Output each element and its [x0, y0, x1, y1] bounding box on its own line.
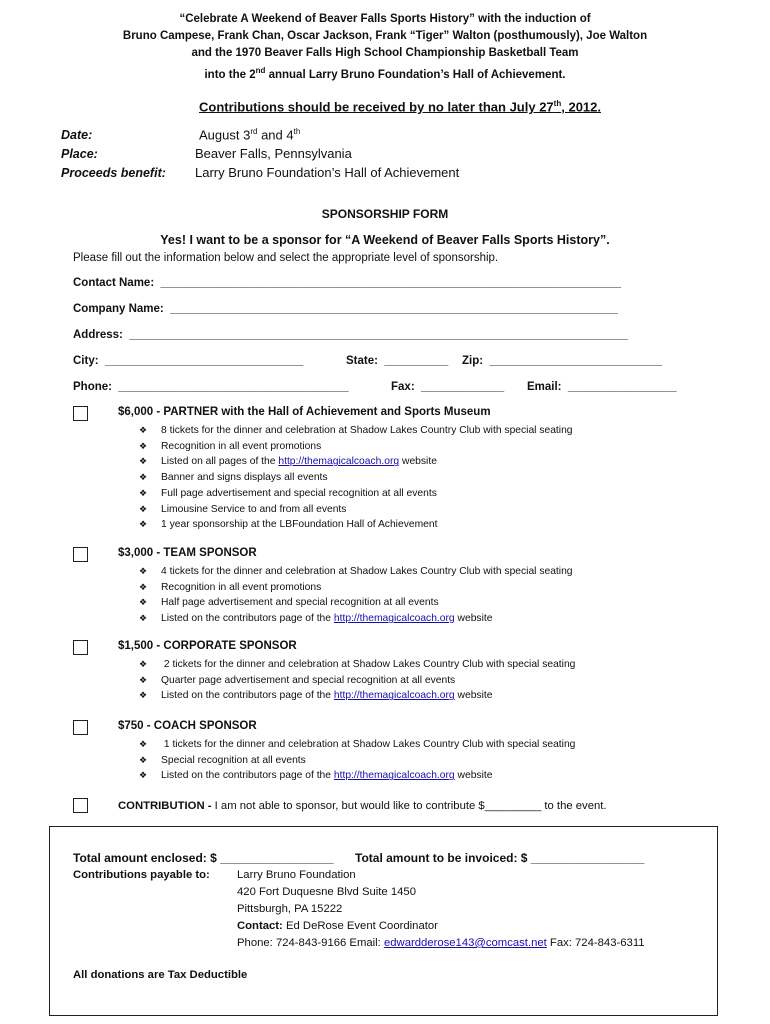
bullet-text: Banner and signs displays all events	[161, 472, 328, 484]
website-link[interactable]: http://themagicalcoach.org	[333, 690, 455, 702]
date-sup-1: rd	[250, 127, 258, 136]
bullet-text: 2 tickets for the dinner and celebration at Shadow Lakes Country Club with special seating	[161, 659, 576, 670]
tier-title: $6,000 - PARTNER with the Hall of Achievement and Sports Museum	[118, 406, 491, 418]
deadline-text: Contributions should be received by no later than July 27	[198, 99, 554, 115]
tax-note: All donations are Tax Deductible	[73, 969, 248, 981]
header-line-4	[0, 62, 770, 84]
tier-title: $750 - COACH SPONSOR	[118, 720, 257, 732]
bullet-text: Recognition in all event promotions	[161, 440, 322, 452]
header-line-4-sup: nd	[255, 66, 266, 75]
bullet-text: Special recognition at all events	[161, 754, 306, 766]
contact-label: Contact:	[237, 920, 283, 932]
state-field[interactable]: State: __________	[346, 355, 449, 367]
tier-bullet	[139, 456, 437, 467]
diamond-bullet-icon: ❖	[139, 425, 148, 435]
payee-phone-line	[237, 935, 645, 952]
tier-bullet	[139, 566, 573, 577]
tier-bullet	[139, 488, 437, 499]
diamond-bullet-icon: ❖	[139, 754, 148, 765]
tier-bullet	[139, 519, 437, 530]
bullet-text: 1 year sponsorship at the LBFoundation Hall of Achievement	[161, 519, 438, 531]
date-mid: and 4	[257, 127, 294, 143]
date-pre: August 3	[199, 127, 251, 143]
tier-bullet	[139, 770, 492, 781]
website-link[interactable]: http://themagicalcoach.org	[278, 456, 400, 468]
bullet-text: Half page advertisement and special recognition at all events	[161, 597, 439, 609]
bullet-text: Quarter page advertisement and special recognition at all events	[161, 674, 456, 686]
diamond-bullet-icon: ❖	[139, 770, 148, 781]
company-name-field[interactable]: Company Name: ______________________________________________________________________	[73, 303, 618, 315]
tier-title: $3,000 - TEAM SPONSOR	[118, 547, 257, 559]
city-field[interactable]: City: _______________________________	[73, 355, 304, 367]
payee-org: Larry Bruno Foundation	[237, 869, 356, 881]
date-label: Date:	[61, 128, 93, 142]
phone-text: Phone: 724-843-9166 Email:	[237, 937, 384, 949]
diamond-bullet-icon: ❖	[139, 519, 148, 530]
tier-bullet	[139, 739, 575, 750]
fax-field[interactable]: Fax: _____________	[391, 381, 505, 393]
diamond-bullet-icon: ❖	[139, 487, 148, 498]
email-field[interactable]: Email: _________________	[527, 381, 677, 393]
tier-checkbox-coach[interactable]	[73, 720, 88, 735]
contribution-text: I am not able to sponsor, but would like to contribute $_________ to the event.	[214, 800, 607, 812]
tier-checkbox-partner[interactable]	[73, 406, 88, 421]
contact-name-field[interactable]: Contact Name: ________________________________________________________________________	[73, 277, 622, 289]
tier-bullet	[139, 613, 492, 624]
tier-bullet	[139, 582, 321, 593]
bullet-text: Limousine Service to and from all events	[161, 503, 347, 515]
bullet-text: Listed on all pages of the	[161, 456, 279, 468]
phone-field[interactable]: Phone: ____________________________________	[73, 381, 349, 393]
tier-bullet	[139, 755, 306, 766]
address-field[interactable]: Address: ______________________________________________________________________________	[73, 329, 629, 341]
diamond-bullet-icon: ❖	[139, 503, 148, 514]
diamond-bullet-icon: ❖	[139, 659, 148, 669]
header-line-1: “Celebrate A Weekend of Beaver Falls Sports History” with the induction of	[179, 13, 591, 25]
benefit-value: Larry Bruno Foundation’s Hall of Achievement	[195, 165, 460, 180]
bullet-text: 8 tickets for the dinner and celebration at Shadow Lakes Country Club with special seating	[161, 425, 573, 436]
tier-title: $1,500 - CORPORATE SPONSOR	[118, 640, 297, 652]
deadline-sup: th	[553, 99, 562, 108]
bullet-text: Recognition in all event promotions	[161, 581, 322, 593]
zip-field[interactable]: Zip: ___________________________	[462, 355, 663, 367]
date-sup-2: th	[293, 127, 301, 136]
tier-checkbox-team[interactable]	[73, 547, 88, 562]
diamond-bullet-icon: ❖	[139, 581, 148, 592]
form-title: SPONSORSHIP FORM	[321, 207, 449, 221]
fax-text: Fax: 724-843-6311	[546, 937, 645, 949]
bullet-text-post: website	[454, 690, 493, 702]
contribution-checkbox[interactable]	[73, 798, 88, 813]
contact-name: Ed DeRose Event Coordinator	[282, 920, 438, 932]
bullet-text: 1 tickets for the dinner and celebration at Shadow Lakes Country Club with special seating	[161, 739, 576, 750]
email-link[interactable]: edwardderose143@comcast.net	[383, 937, 547, 949]
payable-label: Contributions payable to:	[73, 869, 210, 881]
header-line-2: Bruno Campese, Frank Chan, Oscar Jackson, Frank “Tiger” Walton (posthumously), Joe Walton	[122, 30, 648, 42]
diamond-bullet-icon: ❖	[139, 566, 148, 576]
bullet-text: Listed on the contributors page of the	[161, 690, 334, 702]
bullet-text-post: website	[454, 613, 493, 625]
tier-bullet	[139, 472, 328, 483]
diamond-bullet-icon: ❖	[139, 613, 148, 624]
total-invoiced-field[interactable]: Total amount to be invoiced: $ _________________	[355, 851, 645, 865]
contribution-label: CONTRIBUTION -	[118, 800, 215, 812]
diamond-bullet-icon: ❖	[139, 674, 148, 685]
bullet-text: Listed on the contributors page of the	[161, 613, 334, 625]
diamond-bullet-icon: ❖	[139, 690, 148, 701]
diamond-bullet-icon: ❖	[139, 440, 148, 451]
payee-street: 420 Fort Duquesne Blvd Suite 1450	[237, 886, 416, 898]
bullet-text: Full page advertisement and special recognition at all events	[161, 487, 437, 499]
place-value: Beaver Falls, Pennsylvania	[195, 146, 352, 161]
total-enclosed-field[interactable]: Total amount enclosed: $ _________________	[73, 851, 334, 865]
place-label: Place:	[61, 147, 98, 161]
deadline	[0, 99, 770, 114]
tier-bullet	[139, 504, 346, 515]
contribution-line	[118, 800, 607, 812]
header-line-4-post: annual Larry Bruno Foundation’s Hall of Achievement.	[265, 68, 566, 81]
payee-contact	[237, 918, 438, 935]
tier-bullet	[139, 441, 321, 452]
bullet-text-post: website	[454, 770, 493, 782]
header-line-3: and the 1970 Beaver Falls High School Championship Basketball Team	[191, 47, 579, 59]
tier-bullet	[139, 425, 573, 436]
deadline-year: , 2012.	[561, 99, 601, 115]
bullet-text-post: website	[399, 456, 437, 468]
diamond-bullet-icon: ❖	[139, 472, 148, 483]
form-yes: Yes! I want to be a sponsor for “A Weekend of Beaver Falls Sports History”.	[160, 233, 610, 247]
diamond-bullet-icon: ❖	[139, 597, 148, 608]
tier-bullet	[139, 597, 439, 608]
bullet-text: Listed on the contributors page of the	[161, 770, 334, 782]
header-line-4-pre: into the 2	[204, 68, 256, 81]
tier-bullet	[139, 675, 455, 686]
diamond-bullet-icon: ❖	[139, 456, 148, 467]
payee-city: Pittsburgh, PA 15222	[237, 903, 343, 915]
form-instructions: Please fill out the information below and select the appropriate level of sponsorship.	[73, 252, 499, 264]
bullet-text: 4 tickets for the dinner and celebration at Shadow Lakes Country Club with special seating	[161, 566, 573, 577]
benefit-label: Proceeds benefit:	[61, 166, 166, 180]
diamond-bullet-icon: ❖	[139, 739, 148, 749]
website-link[interactable]: http://themagicalcoach.org	[333, 770, 455, 782]
tier-checkbox-corporate[interactable]	[73, 640, 88, 655]
website-link[interactable]: http://themagicalcoach.org	[333, 613, 455, 625]
date-value	[199, 127, 300, 142]
tier-bullet	[139, 659, 575, 670]
tier-bullet	[139, 690, 492, 701]
